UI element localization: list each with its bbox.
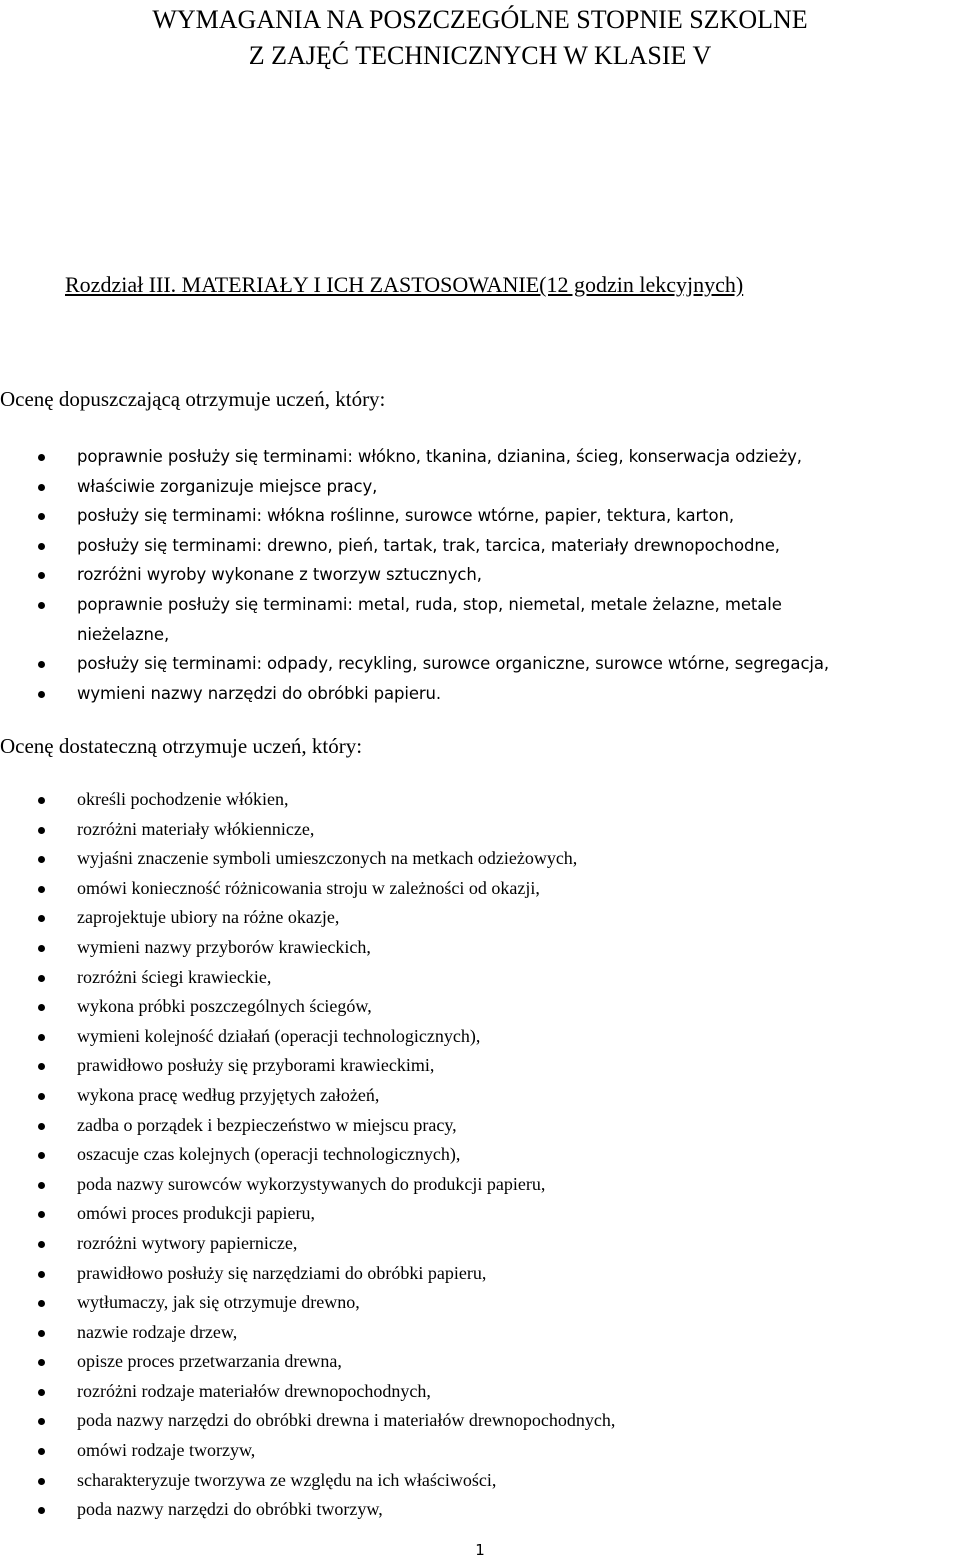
- list-item: wykona pracę według przyjętych założeń,: [0, 1081, 615, 1111]
- list-item: posłuży się terminami: włókna roślinne, surowce wtórne, papier, tektura, karton,: [0, 501, 829, 531]
- document-title-line-2: Z ZAJĘĆ TECHNICZNYCH W KLASIE V: [248, 41, 712, 70]
- list-item: omówi konieczność różnicowania stroju w zależności od okazji,: [0, 874, 615, 904]
- bullet-icon: [38, 886, 45, 893]
- list-item: określi pochodzenie włókien,: [0, 785, 615, 815]
- bullet-icon: [38, 454, 45, 461]
- bullet-icon: [38, 856, 45, 863]
- bullet-icon: [38, 1448, 45, 1455]
- criteria-list-dopuszczajaca: [0, 442, 829, 708]
- bullet-icon: [38, 1093, 45, 1100]
- bullet-icon: [38, 543, 45, 550]
- list-item: rozróżni wytwory papiernicze,: [0, 1229, 615, 1259]
- list-item: oszacuje czas kolejnych (operacji technologicznych),: [0, 1140, 615, 1170]
- list-item: właściwie zorganizuje miejsce pracy,: [0, 472, 829, 502]
- bullet-icon: [38, 915, 45, 922]
- bullet-icon: [38, 1034, 45, 1041]
- bullet-icon: [38, 1359, 45, 1366]
- bullet-icon: [38, 1478, 45, 1485]
- list-item: wymieni kolejność działań (operacji technologicznych),: [0, 1022, 615, 1052]
- list-item: poda nazwy narzędzi do obróbki drewna i materiałów drewnopochodnych,: [0, 1406, 615, 1436]
- list-item: nazwie rodzaje drzew,: [0, 1318, 615, 1348]
- list-item: posłuży się terminami: odpady, recykling, surowce organiczne, surowce wtórne, segregacja,: [0, 649, 829, 679]
- list-item: poprawnie posłuży się terminami: włókno, tkanina, dzianina, ścieg, konserwacja odzieży,: [0, 442, 829, 472]
- bullet-icon: [38, 1418, 45, 1425]
- list-item: wymieni nazwy przyborów krawieckich,: [0, 933, 615, 963]
- bullet-icon: [38, 1152, 45, 1159]
- grade-heading-dopuszczajaca: Ocenę dopuszczającą otrzymuje uczeń, który:: [0, 387, 386, 411]
- list-item: rozróżni rodzaje materiałów drewnopochodnych,: [0, 1377, 615, 1407]
- list-item: zadba o porządek i bezpieczeństwo w miejscu pracy,: [0, 1111, 615, 1141]
- criteria-list-dostateczna: [0, 785, 615, 1525]
- list-item: opisze proces przetwarzania drewna,: [0, 1347, 615, 1377]
- bullet-icon: [38, 691, 45, 698]
- bullet-icon: [38, 827, 45, 834]
- bullet-icon: [38, 945, 45, 952]
- bullet-icon: [38, 1004, 45, 1011]
- bullet-icon: [38, 602, 45, 609]
- list-item: prawidłowo posłuży się narzędziami do obróbki papieru,: [0, 1259, 615, 1289]
- list-item: posłuży się terminami: drewno, pień, tartak, trak, tarcica, materiały drewnopochodne,: [0, 531, 829, 561]
- list-item-continuation: nieżelazne,: [77, 624, 170, 644]
- bullet-icon: [38, 1063, 45, 1070]
- bullet-icon: [38, 572, 45, 579]
- bullet-icon: [38, 1211, 45, 1218]
- list-item: poprawnie posłuży się terminami: metal, ruda, stop, niemetal, metale żelazne, metale: [0, 590, 829, 620]
- list-item: rozróżni ściegi krawieckie,: [0, 963, 615, 993]
- bullet-icon: [38, 513, 45, 520]
- bullet-icon: [38, 1123, 45, 1130]
- bullet-icon: [38, 1507, 45, 1514]
- page-number: 1: [475, 1541, 485, 1559]
- document-title-line-1: WYMAGANIA NA POSZCZEGÓLNE STOPNIE SZKOLNE: [152, 5, 808, 34]
- grade-heading-dostateczna: Ocenę dostateczną otrzymuje uczeń, który:: [0, 734, 363, 758]
- list-item: rozróżni materiały włókiennicze,: [0, 815, 615, 845]
- list-item: wyjaśni znaczenie symboli umieszczonych na metkach odzieżowych,: [0, 844, 615, 874]
- list-item: omówi rodzaje tworzyw,: [0, 1436, 615, 1466]
- list-item: wykona próbki poszczególnych ściegów,: [0, 992, 615, 1022]
- list-item: wymieni nazwy narzędzi do obróbki papieru.: [0, 679, 829, 709]
- bullet-icon: [38, 797, 45, 804]
- list-item: prawidłowo posłuży się przyborami krawieckimi,: [0, 1051, 615, 1081]
- list-item: omówi proces produkcji papieru,: [0, 1199, 615, 1229]
- bullet-icon: [38, 1330, 45, 1337]
- bullet-icon: [38, 484, 45, 491]
- list-item: rozróżni wyroby wykonane z tworzyw sztucznych,: [0, 560, 829, 590]
- list-item: poda nazwy narzędzi do obróbki tworzyw,: [0, 1495, 615, 1525]
- list-item: zaprojektuje ubiory na różne okazje,: [0, 903, 615, 933]
- list-item: poda nazwy surowców wykorzystywanych do produkcji papieru,: [0, 1170, 615, 1200]
- bullet-icon: [38, 1241, 45, 1248]
- chapter-heading: Rozdział III. MATERIAŁY I ICH ZASTOSOWANIE(12 godzin lekcyjnych): [65, 272, 744, 297]
- list-item: wytłumaczy, jak się otrzymuje drewno,: [0, 1288, 615, 1318]
- bullet-icon: [38, 1182, 45, 1189]
- bullet-icon: [38, 1389, 45, 1396]
- bullet-icon: [38, 661, 45, 668]
- bullet-icon: [38, 1271, 45, 1278]
- bullet-icon: [38, 975, 45, 982]
- list-item: scharakteryzuje tworzywa ze względu na ich właściwości,: [0, 1466, 615, 1496]
- bullet-icon: [38, 1300, 45, 1307]
